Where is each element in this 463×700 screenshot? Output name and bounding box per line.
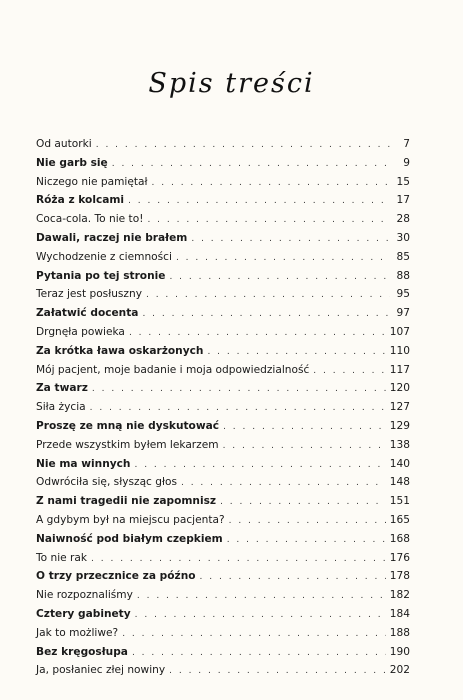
- toc-entry-page-number: 184: [389, 607, 410, 620]
- toc-entry-page-number: 97: [396, 307, 410, 320]
- dot-leader: [134, 460, 385, 470]
- toc-entry-page-number: 88: [396, 269, 410, 282]
- toc-entry: [36, 514, 410, 533]
- toc-entry-title: Coca-cola. To nie to!: [36, 213, 144, 226]
- toc-entry-title: Dawali, raczej nie brałem: [36, 231, 188, 244]
- toc-entry: [36, 345, 410, 364]
- toc-entry: [36, 232, 410, 251]
- dot-leader: [132, 648, 386, 658]
- toc-entry-page-number: 95: [396, 288, 410, 301]
- dot-leader: [313, 366, 385, 376]
- toc-entry-title: Od autorki: [36, 138, 92, 150]
- toc-entry-title: O trzy przecznice za późno: [36, 570, 196, 583]
- dot-leader: [223, 422, 386, 432]
- dot-leader: [152, 178, 390, 188]
- toc-entry-title: Pytania po tej stronie: [36, 269, 166, 282]
- toc-entry: [36, 194, 410, 213]
- toc-entry: [36, 458, 410, 477]
- toc-entry-title: A gdybym był na miejscu pacjenta?: [36, 513, 225, 526]
- dot-leader: [92, 384, 386, 394]
- toc-entry: [36, 307, 410, 326]
- dot-leader: [176, 253, 390, 263]
- dot-leader: [129, 328, 386, 338]
- dot-leader: [181, 478, 386, 488]
- dot-leader: [191, 234, 390, 244]
- toc-entry-page-number: 15: [396, 175, 410, 188]
- toc-entry-title: Jak to możliwe?: [36, 626, 119, 639]
- toc-entry-title: Drgnęła powieka: [36, 325, 125, 338]
- toc-entry-page-number: 190: [389, 645, 410, 658]
- toc-entry: [36, 270, 410, 289]
- toc-entry: [36, 138, 410, 157]
- toc-entry: [36, 288, 410, 307]
- dot-leader: [227, 535, 386, 545]
- toc-entry: [36, 176, 410, 195]
- dot-leader: [169, 272, 390, 282]
- toc-entry-page-number: 120: [389, 382, 410, 395]
- toc-entry-page-number: 178: [389, 570, 410, 583]
- dot-leader: [90, 403, 386, 413]
- toc-entry-page-number: 140: [389, 457, 410, 470]
- toc-entry: [36, 157, 410, 176]
- dot-leader: [223, 441, 386, 451]
- dot-leader: [147, 215, 390, 225]
- toc-entry: [36, 533, 410, 552]
- toc-entry-page-number: 7: [403, 138, 410, 150]
- toc-entry-title: Za krótka ława oskarżonych: [36, 344, 204, 357]
- toc-entry: [36, 552, 410, 571]
- toc-entry-title: Teraz jest posłuszny: [36, 288, 142, 301]
- toc-entry: [36, 326, 410, 345]
- toc-entry-page-number: 138: [389, 438, 410, 451]
- toc-entry-title: Ja, posłaniec złej nowiny: [36, 664, 166, 677]
- toc-entry-page-number: 165: [389, 513, 410, 526]
- dot-leader: [91, 554, 386, 564]
- toc-entry: [36, 476, 410, 495]
- toc-entry-title: Nie ma winnych: [36, 457, 131, 470]
- toc-entry-title: Z nami tragedii nie zapomnisz: [36, 495, 217, 508]
- toc-entry-title: Niczego nie pamiętał: [36, 175, 148, 188]
- toc-entry-page-number: 117: [389, 363, 410, 376]
- toc-entry-title: Załatwić docenta: [36, 307, 139, 320]
- toc-entry: [36, 439, 410, 458]
- toc-entry-title: Mój pacjent, moje badanie i moja odpowiedzialność: [36, 363, 310, 376]
- dot-leader: [146, 290, 390, 300]
- toc-entry: [36, 570, 410, 589]
- toc-entry-page-number: 168: [389, 532, 410, 545]
- page-title: Spis treści: [148, 68, 315, 99]
- toc-entry-title: Nie garb się: [36, 156, 108, 169]
- dot-leader: [142, 309, 390, 319]
- toc-entry: [36, 420, 410, 439]
- dot-leader: [135, 610, 386, 620]
- toc-entry-title: Siła życia: [36, 401, 86, 414]
- toc-entry-page-number: 107: [389, 325, 410, 338]
- toc-entry-title: To nie rak: [36, 551, 88, 564]
- toc-entry-title: Naiwność pod białym czepkiem: [36, 532, 223, 545]
- toc-entry-page-number: 202: [389, 664, 410, 677]
- toc-entry-page-number: 30: [396, 231, 410, 244]
- dot-leader: [122, 629, 386, 639]
- toc-entry: [36, 495, 410, 514]
- toc-entry: [36, 213, 410, 232]
- toc-entry-title: Nie rozpoznaliśmy: [36, 589, 133, 602]
- toc-entry-page-number: 151: [389, 495, 410, 508]
- toc-entry-page-number: 17: [396, 194, 410, 207]
- table-of-contents: [36, 138, 410, 683]
- toc-entry-title: Za twarz: [36, 382, 88, 395]
- toc-entry: [36, 608, 410, 627]
- toc-entry-title: Róża z kolcami: [36, 194, 125, 207]
- dot-leader: [128, 196, 390, 206]
- toc-entry-title: Proszę ze mną nie dyskutować: [36, 419, 220, 432]
- toc-entry-title: Cztery gabinety: [36, 607, 131, 620]
- dot-leader: [200, 572, 386, 582]
- dot-leader: [112, 159, 390, 169]
- toc-entry: [36, 646, 410, 665]
- toc-entry: [36, 382, 410, 401]
- dot-leader: [207, 347, 385, 357]
- toc-entry: [36, 664, 410, 683]
- toc-entry-page-number: 182: [389, 589, 410, 602]
- toc-entry-title: Bez kręgosłupa: [36, 645, 128, 658]
- toc-entry-title: Wychodzenie z ciemności: [36, 250, 172, 263]
- dot-leader: [229, 516, 386, 526]
- dot-leader: [220, 497, 386, 507]
- toc-entry-page-number: 148: [389, 476, 410, 489]
- toc-entry-page-number: 127: [389, 401, 410, 414]
- toc-entry-title: Odwróciła się, słysząc głos: [36, 476, 177, 489]
- dot-leader: [169, 666, 386, 676]
- toc-entry-page-number: 85: [396, 250, 410, 263]
- toc-entry: [36, 589, 410, 608]
- dot-leader: [137, 591, 386, 601]
- toc-entry-page-number: 110: [389, 344, 410, 357]
- dot-leader: [96, 140, 390, 150]
- toc-entry: [36, 251, 410, 270]
- toc-entry: [36, 627, 410, 646]
- toc-entry: [36, 401, 410, 420]
- toc-entry-page-number: 188: [389, 626, 410, 639]
- toc-entry-title: Przede wszystkim byłem lekarzem: [36, 438, 219, 451]
- toc-entry: [36, 364, 410, 383]
- toc-entry-page-number: 9: [403, 156, 410, 169]
- toc-entry-page-number: 28: [396, 213, 410, 226]
- toc-entry-page-number: 176: [389, 551, 410, 564]
- toc-entry-page-number: 129: [389, 419, 410, 432]
